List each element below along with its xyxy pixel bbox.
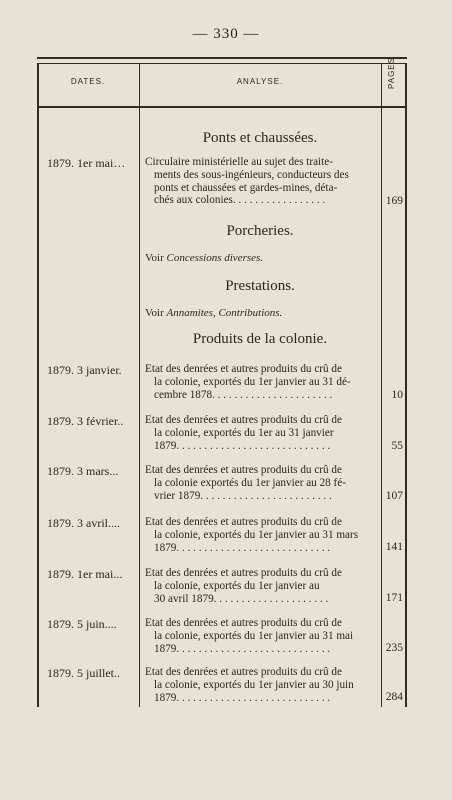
section-title: Prestations. xyxy=(225,278,295,294)
entry-date: 1879. 5 juillet.. xyxy=(47,666,120,680)
table-right-border xyxy=(405,63,407,707)
section-title: Produits de la colonie. xyxy=(192,331,328,347)
entry-description: Etat des denrées et autres produits du crû de la colonie, exportés du 1er janvier au 31 dé- cembre 1878. . . . . . . . . . . . . . . . . . . . . . xyxy=(145,363,351,401)
entry-page: 235 xyxy=(385,642,403,654)
entry-date: 1879. 3 avril.... xyxy=(47,516,120,530)
section-title: Ponts et chaussées. xyxy=(202,130,318,146)
entry-page: 107 xyxy=(385,490,403,502)
entry-date: 1879. 3 février.. xyxy=(47,414,124,428)
header-top-rule xyxy=(37,63,407,64)
entry-page: 141 xyxy=(385,541,403,553)
header-analyse: ANALYSE. xyxy=(236,77,284,86)
entry-description: Etat des denrées et autres produits du crû de la colonie, exportés du 1er janvier au 30 avril 1879. . . . . . . . . . . . . . . . . . . . . xyxy=(145,567,342,605)
entry-description: Etat des denrées et autres produits du crû de la colonie, exportés du 1er au 31 janvier 1879. . . . . . . . . . . . . . . . . . . . . . . . . . . . xyxy=(145,414,342,452)
entry-page: 284 xyxy=(385,691,403,703)
entry-description: Circulaire ministérielle au sujet des traite- ments des sous-ingénieurs, conducteurs des ponts et chaussées et gardes-mines, déta- chés aux colonies. . . . . . . . . . . . . . . . . xyxy=(145,156,349,207)
entry-date: 1879. 1er mai… xyxy=(47,156,126,170)
dates-column-rule xyxy=(139,63,140,707)
entry-page: 55 xyxy=(391,440,403,452)
entry-page: 169 xyxy=(385,195,403,207)
header-bottom-rule xyxy=(37,106,407,108)
entry-date: 1879. 3 janvier. xyxy=(47,363,122,377)
header-dates: DATES. xyxy=(70,77,106,86)
cross-reference: Voir Annamites, Contributions. xyxy=(145,307,283,319)
entry-page: 171 xyxy=(385,592,403,604)
entry-date: 1879. 3 mars... xyxy=(47,464,119,478)
entry-description: Etat des denrées et autres produits du crû de la colonie exportés du 1er janvier au 28 fé- vrier 1879. . . . . . . . . . . . . . . . . . . . . . . . xyxy=(145,464,346,502)
pages-column-rule xyxy=(381,63,382,707)
page-number: — 330 — xyxy=(192,26,260,42)
entry-page: 10 xyxy=(391,389,403,401)
entry-date: 1879. 5 juin.... xyxy=(47,617,117,631)
entry-date: 1879. 1er mai... xyxy=(47,567,123,581)
cross-reference: Voir Concessions diverses. xyxy=(145,252,264,264)
section-title: Porcheries. xyxy=(226,223,294,239)
entry-description: Etat des denrées et autres produits du crû de la colonie, exportés du 1er janvier au 30 juin 1879. . . . . . . . . . . . . . . . . . . . . . . . . . . . xyxy=(145,666,354,704)
entry-description: Etat des denrées et autres produits du crû de la colonie, exportés du 1er janvier au 31 mars 1879. . . . . . . . . . . . . . . . . . . . . . . . . . . . xyxy=(145,516,359,554)
index-table xyxy=(37,57,407,707)
entry-description: Etat des denrées et autres produits du crû de la colonie, exportés du 1er janvier au 31 mai 1879. . . . . . . . . . . . . . . . . . . . . . . . . . . . xyxy=(145,617,354,655)
header-pages: PAGES xyxy=(387,57,396,89)
table-left-border xyxy=(37,63,39,707)
